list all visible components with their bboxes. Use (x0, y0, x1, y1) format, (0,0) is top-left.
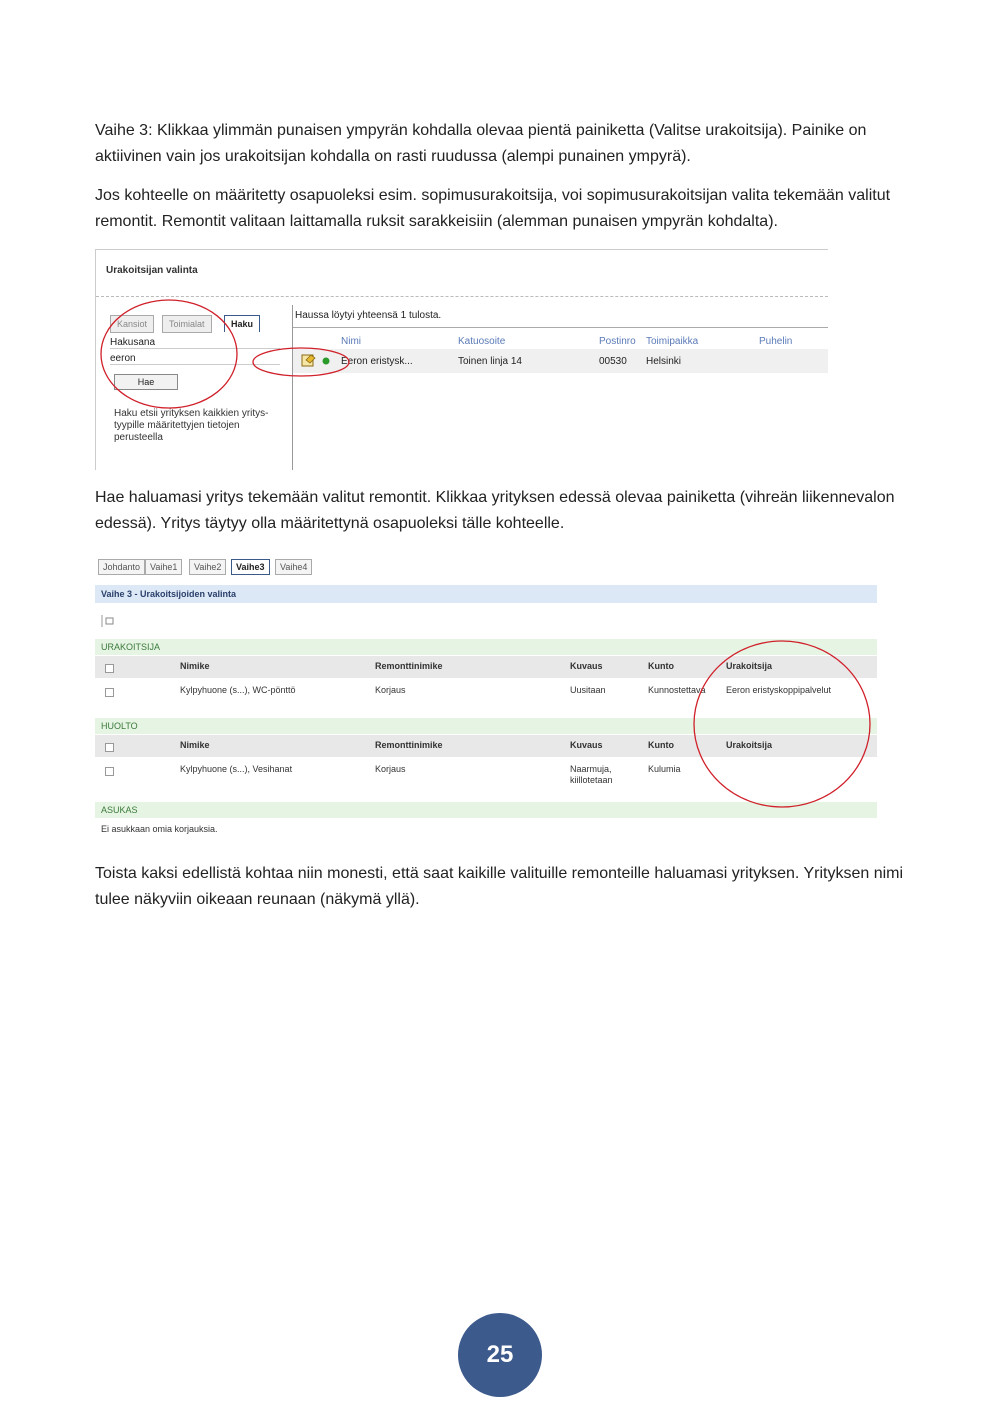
row-nimike: Kylpyhuone (s...), WC-pönttö (180, 685, 296, 695)
tab-johdanto[interactable]: Johdanto (98, 559, 145, 575)
tab-vaihe2[interactable]: Vaihe2 (189, 559, 226, 575)
phase3-screenshot (95, 557, 877, 842)
row-street: Toinen linja 14 (458, 356, 522, 367)
annotation-overlay-2 (95, 557, 877, 842)
col-puhelin: Puhelin (759, 336, 793, 347)
th-urakoitsija-huolto: Urakoitsija (726, 740, 773, 750)
th-remonttinimike-huolto: Remonttinimike (375, 740, 443, 750)
row-kunto-huolto: Kulumia (648, 764, 681, 774)
row-kuvaus-huolto-1: Naarmuja, (570, 764, 612, 774)
col-postinro: Postinro (599, 336, 636, 347)
th-kunto-huolto: Kunto (648, 740, 674, 750)
annotation-circle-urakoitsija (694, 641, 870, 807)
tab-toimialat[interactable]: Toimialat (162, 315, 212, 333)
th-urakoitsija: Urakoitsija (726, 661, 773, 671)
row-urakoitsija: Eeron eristyskoppipalvelut (726, 685, 832, 695)
th-kuvaus: Kuvaus (570, 661, 603, 671)
search-label: Hakusana (110, 337, 280, 349)
paragraph-repeat: Toista kaksi edellistä kohtaa niin monesti, että saat kaikille valituille remonteille haluamasi yrityksen. Yrityksen nimi tulee näkyviin oikeaan reunaan (näkymä yllä). (95, 865, 904, 908)
paragraph-search: Hae haluamasi yritys tekemään valitut remontit. Klikkaa yrityksen edessä olevaa painiketta (vihreän liikennevalon edessä). Yritys täytyy olla määritettynä osapuoleksi tälle kohteelle. (95, 489, 895, 532)
row-postal: 00530 (599, 356, 627, 367)
th-nimike-huolto: Nimike (180, 740, 210, 750)
col-katuosoite: Katuosoite (458, 336, 506, 347)
tab-haku[interactable]: Haku (224, 315, 260, 332)
row-remontti-huolto: Korjaus (375, 764, 406, 774)
search-input[interactable]: eeron (110, 353, 280, 365)
tab-vaihe3[interactable]: Vaihe3 (231, 559, 270, 575)
search-button[interactable]: Hae (114, 374, 178, 390)
tab-vaihe1[interactable]: Vaihe1 (145, 559, 182, 575)
section-asukas: ASUKAS (95, 802, 877, 818)
paragraph-step3 (95, 118, 905, 170)
annotation-circle-search (101, 300, 237, 408)
search-note: Haku etsii yrityksen kaikkien yritys-tyypille määritettyjen tietojen perusteella (114, 408, 269, 443)
asukas-empty-text: Ei asukkaan omia korjauksia. (101, 824, 218, 834)
row-name: Eeron eristysk... (341, 356, 413, 367)
th-kunto: Kunto (648, 661, 674, 671)
row-nimike-huolto: Kylpyhuone (s...), Vesihanat (180, 764, 293, 774)
col-nimi: Nimi (341, 336, 361, 347)
phase-title: Vaihe 3 - Urakoitsijoiden valinta (95, 585, 877, 603)
annotation-circle-select (253, 348, 349, 376)
th-kuvaus-huolto: Kuvaus (570, 740, 603, 750)
th-remonttinimike: Remonttinimike (375, 661, 443, 671)
step-text: Klikkaa ylimmän punaisen ympyrän kohdalla olevaa pientä painiketta (Valitse urakoitsija). Painike on aktiivinen vain jos urakoitsijan kohdalla on rasti ruudussa (alempi punainen ympyrä). (95, 122, 867, 165)
contractor-selection-screenshot (95, 249, 828, 470)
section-urakoitsija: URAKOITSIJA (95, 639, 877, 655)
row-remontti: Korjaus (375, 685, 406, 695)
result-count-text: Haussa löytyi yhteensä 1 tulosta. (295, 310, 442, 321)
panel-title: Urakoitsijan valinta (106, 265, 198, 276)
step-label: Vaihe 3: (95, 122, 153, 139)
page-number: 25 (458, 1313, 542, 1397)
row-city: Helsinki (646, 356, 682, 367)
paragraph-contractor: Jos kohteelle on määritetty osapuoleksi esim. sopimusurakoitsija, voi sopimusurakoitsijan valita tekemään valitut remontit. Remontit valitaan laittamalla ruksit sarakkeisiin (alemman punaisen ympyrän kohdalta). (95, 187, 891, 230)
col-toimipaikka: Toimipaikka (646, 336, 699, 347)
row-kuvaus: Uusitaan (570, 685, 606, 695)
tab-vaihe4[interactable]: Vaihe4 (275, 559, 312, 575)
row-kunto: Kunnostettava (648, 685, 706, 695)
annotation-overlay (96, 250, 828, 470)
th-nimike: Nimike (180, 661, 210, 671)
row-kuvaus-huolto-2: kiillotetaan (570, 775, 613, 785)
section-huolto: HUOLTO (95, 718, 877, 734)
tab-kansiot[interactable]: Kansiot (110, 315, 154, 333)
